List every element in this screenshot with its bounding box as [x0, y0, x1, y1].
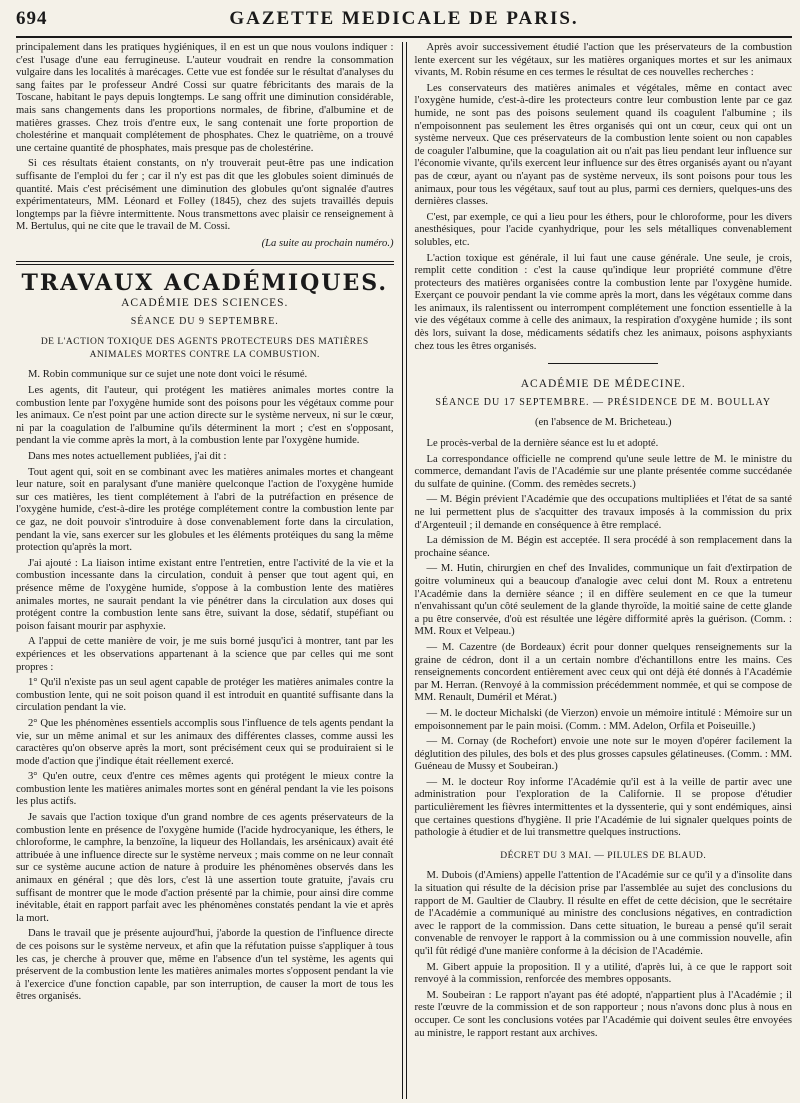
section-divider [16, 261, 394, 265]
body-paragraph: La correspondance officielle ne comprend qu'une seule lettre de M. le ministre du commerce, demandant l'avis de l'Académie sur une plante présentée comme succédanée du sulfate de quinine. (Comm. des remèdes secrets.) [414, 453, 792, 490]
suite-note: (La suite au prochain numéro.) [261, 237, 394, 249]
body-paragraph: Dans mes notes actuellement publiées, j'ai dit : [28, 451, 227, 463]
left-column [16, 42, 402, 1099]
body-paragraph: Je savais que l'action toxique d'un grand nombre de ces agents préservateurs de la combustion lente en présence de l'oxygène humide (l'acide hydrocyanique, les éthers, le chloroforme, le camphre, la benzoïne, la liqueur des Hollandais, les arsénicaux) avait été attribuée à une influence directe sur le système nerveux ; mais comme on ne leur connaît sur ce système aucune action de nature à produire les phénomènes observés dans les animaux en général ; que dès lors, c'est là une assertion toute gratuite, j'avais cru suffisant de montrer que le mode d'action présenté par la chimie, pour ainsi dire comme inévitable, était en rapport parfait avec les phénomènes constatés pendant la vie et après la mort. [16, 812, 394, 924]
body-paragraph: — M. le docteur Roy informe l'Académie qu'il est à la veille de partir avec une administration pour l'exploration de la Californie. Il se propose d'étudier particulièrement les fièvres intermittentes et la dyssenterie, qui y sont endémiques, ainsi que certaines questions d'hygiène. Il prie l'Académie de lui signaler quelques points de pathologie à étudier et de lui transmettre quelques instructions. [414, 776, 792, 839]
body-paragraph: — M. Bégin prévient l'Académie que des occupations multipliées et l'état de sa santé ne lui permettent plus de s'acquitter des travaux imposés à la commission du prix d'Argenteuil ; il demande en conséquence à être remplacé. [414, 494, 792, 531]
right-intro-paragraph: Les conservateurs des matières animales et végétales, même en contact avec l'oxygène humide, c'est-à-dire les protecteurs contre leur combustion lente par ce gaz humide, ne sont pas des poisons seulement quand ils coagulent l'albumine ; ils n'empoisonnent pas seulement les êtres organisés qui ont un cœur, ceux qui ont un système nerveux. Que ces préservateurs de la combustion lente soient ou non capables de coaguler l'albumine, que la coagulation ait ou n'ait pas lieu pendant leur influence sur l'économie vivante, qu'ils exercent leur influence sur des êtres organisés ayant ou n'ayant pas de cœur, ayant ou n'ayant pas de système nerveux, ils sont poisons pour tous les animaux, pour tous les végétaux, sauf tout au plus, parmi ces derniers, quelques-uns des dernières classes. [414, 82, 792, 208]
body-paragraph: Tout agent qui, soit en se combinant avec les matières animales mortes et changeant leur nature, soit en paralysant d'une manière quelconque l'action de l'oxygène humide sur ces matières, les tient complétement à l'abri de la putréfaction en présence de l'oxygène humide, c'est-à-dire les protége complétement contre la combustion lente par ce gaz, ne doit pouvoir s'introduire à dose convenablement forte dans la circulation, pendant la vie, sans exercer sur les globules et les éléments protéiques du sang la même protection qu'après la mort. [16, 466, 394, 554]
running-title: GAZETTE MEDICALE DE PARIS. [229, 8, 579, 29]
right-intro-paragraph: C'est, par exemple, ce qui a lieu pour les éthers, pour le chloroforme, pour les divers anesthésiques, pour l'acide cyanhydrique, pour les sels métalliques convenablement solubles, etc. [414, 211, 792, 248]
body-paragraph: 1° Qu'il n'existe pas un seul agent capable de protéger les matières animales contre la combustion lente, qui ne soit poison quand il est introduit en quantité suffisante dans la circulation pendant la vie. [16, 677, 394, 714]
body-paragraph: Dans le travail que je présente aujourd'hui, j'aborde la question de l'influence directe de ces poisons sur le système nerveux, et afin que la réfutation puisse s'appliquer à tous les cas, je cherche à prouver que, même en l'absence d'un tel système, les agents qui préservent de la combustion lente les matières animales mortes s'opposent pendant la vie à l'exercice d'une fonction capable, par son interruption, de causer la mort de tous les êtres organisés. [16, 928, 394, 1003]
seance-heading: SÉANCE DU 9 SEPTEMBRE. [130, 315, 279, 327]
absence-note: (en l'absence de M. Bricheteau.) [534, 417, 672, 429]
body-paragraph: J'ai ajouté : La liaison intime existant entre l'entretien, entre l'activité de la vie et la combustion incessante dans la circulation, conduit à penser que tout agent qui, en présence même de l'oxygène humide, s'oppose à la combustion lente des matières animales mortes, ne saurait pendant la vie pénétrer dans la circulation aux doses qui protégent contre la combustion lente sans être, suivant la dose, sédatif, stupéfiant ou poison faisant mourir par asphyxie. [16, 557, 394, 632]
left-intro-paragraph: principalement dans les pratiques hygiéniques, il en est un que nous voulons indiquer : c'est l'usage d'une eau ferrugineuse. L'auteur voudrait en rendre la consommation vulgaire dans les localités à marécages. Cette vue est fondée sur le résultat d'analyses du sang faites par le professeur André Cossi sur quatre fébricitants des marais de la Toscane, habitant le pays depuis longtemps. Le sang offrit une diminution considérable, mais sans changements dans les proportions normales, de fibrine, d'albumine et de matières grasses. Chez trois d'entre eux, le sang contenait une forte proportion de cholestérine et manquait complétement de phosphates. Chez le quatrième, on a trouvé une certaine quantité de phosphates, mais presque pas de cholestérine. [16, 42, 394, 154]
body-paragraph: — M. le docteur Michalski (de Vierzon) envoie un mémoire intitulé : Mémoire sur un empoisonnement par le pain moisi. (Comm. : MM. Adelon, Orfila et Poiseuille.) [414, 707, 792, 732]
body-paragraph: — M. Hutin, chirurgien en chef des Invalides, communique un fait d'extirpation de goitre volumineux qui a beaucoup d'analogie avec celui dont M. Roux a entretenu l'Académie dans la dernière séance ; il en diffère seulement en ce que la tumeur n'envahissant qu'un côté seulement de la glande thyroïde, la moitié saine de cette glande a pu être conservée, d'où est résultée une légère difformité après la guérison. (Comm. : MM. Roux et Velpeau.) [414, 563, 792, 638]
body-paragraph: — M. Cornay (de Rochefort) envoie une note sur le moyen d'opérer facilement la déglutition des pilules, des bols et des plus grosses capsules gélatineuses. (Comm. : MM. Guéneau de Mussy et Soubeiran.) [414, 736, 792, 773]
two-column-body [16, 42, 792, 1099]
body-paragraph: Les agents, dit l'auteur, qui protégent les matières animales mortes contre la combustion lente par l'oxygène humide sont des poisons pour les végétaux comme pour les animaux. Ce n'est point par une action directe sur le système nerveux, ni sur le cœur, ni par la coagulation de l'albumine qu'ils déterminent la mort ; c'est en s'opposant, pendant la vie comme après la mort, à la combustion lente par l'oxygène humide. [16, 385, 394, 447]
body-paragraph: 3° Qu'en outre, ceux d'entre ces mêmes agents qui protégent le mieux contre la combustion lente les matières animales mortes sont en général pendant la vie les poisons les plus actifs. [16, 771, 394, 808]
short-divider [548, 363, 658, 364]
seance-heading: SÉANCE DU 17 SEPTEMBRE. — PRÉSIDENCE DE M. BOULLAY [435, 396, 772, 408]
body-paragraph: 2° Que les phénomènes essentiels accomplis sous l'influence de tels agents pendant la vie, sur un même animal et sur les animaux des différentes classes, comme aussi les caractères qu'on observe après la mort, sont précisément ceux qui se produiraient si le mode d'action que j'indique était réellement exercé. [16, 717, 394, 767]
body-paragraph: La démission de M. Bégin est acceptée. Il sera procédé à son remplacement dans la prochaine séance. [414, 535, 792, 559]
right-intro-paragraph: Après avoir successivement étudié l'action que les préservateurs de la combustion lente exercent sur les végétaux, sur les matières organiques mortes et sur les animaux vivants, M. Robin résume en ces termes le résultat de ces nouvelles recherches : [414, 42, 792, 79]
body-paragraph: — M. Cazentre (de Bordeaux) écrit pour donner quelques renseignements sur la graine de cédron, dont il a un certain nombre d'échantillons entre les mains. Ces renseignements concordent entièrement avec ceux qui ont déjà été donnés à l'Académie par M. Herran. (Renvoyé à la commission précédemment nommée, et qui se compose de MM. Renault, Duméril et Mérat.) [414, 641, 792, 704]
decret-paragraph: M. Soubeiran : Le rapport n'ayant pas été adopté, n'appartient plus à l'Académie ; il reste l'œuvre de la commission et de son rapporteur ; nous n'avons donc plus à nous en occuper. Ce sont les conclusions votées par l'Académie qui doivent seules être envoyées au ministre, le rapport restant aux archives. [414, 989, 792, 1039]
left-intro-paragraph: Si ces résultats étaient constants, on n'y trouverait peut-être pas une indication suffisante de l'emploi du fer ; car il n'y est pas dit que les globules soient diminués de quantité. Mais c'est précisément une diminution des globules qu'ont signalée d'autres expérimentateurs, MM. Léonard et Folley (1845), chez des sujets travaillés depuis longtemps par la fièvre intermittente. Nous transmettons avec plaisir ce renseignement à M. Bertulus, qui ne cite que le travail de M. Cossi. [16, 158, 394, 233]
page-number: 694 [16, 8, 48, 29]
article-title: DE L'ACTION TOXIQUE DES AGENTS PROTECTEURS DES MATIÈRES ANIMALES MORTES CONTRE LA COMBUSTION. [40, 337, 369, 360]
body-paragraph: Le procès-verbal de la dernière séance est lu et adopté. [426, 438, 659, 450]
academy-heading: ACADÉMIE DES SCIENCES. [121, 297, 289, 310]
body-paragraph: M. Robin communique sur ce sujet une note dont voici le résumé. [28, 369, 308, 381]
decret-paragraph: M. Gibert appuie la proposition. Il y a utilité, d'après lui, à ce que le rapport soit renvoyé à la commission, renforcée des membres opposants. [414, 961, 792, 986]
right-intro-paragraph: L'action toxique est générale, il lui faut une cause générale. Une seule, je crois, remplit cette condition : c'est la cause qu'indique leur propriété commune d'être protecteurs des matières organisées contre la combustion lente par l'oxygène humide. Exerçant ce pouvoir pendant la vie comme après la mort, dans les végétaux comme dans les animaux, ils ralentissent ou interrompent complétement une fonction essentielle à la vie des végétaux comme à celle des animaux, la respiration d'oxygène humide ; ils sont dès lors, suivant la dose, médicaments sédatifs chez les animaux, poisons asphyxiants chez tous les êtres organisés. [414, 252, 792, 352]
body-paragraph: A l'appui de cette manière de voir, je me suis borné jusqu'ici à montrer, tant par les expériences et les observations appartenant à la science que par celles qui me sont propres : [16, 636, 394, 673]
right-column [407, 42, 793, 1099]
section-title: TRAVAUX ACADÉMIQUES. [21, 269, 388, 296]
decret-heading: DÉCRET DU 3 MAI. — PILULES DE BLAUD. [500, 850, 707, 861]
page-header [16, 0, 792, 38]
academy-heading: ACADÉMIE DE MÉDECINE. [520, 378, 686, 391]
decret-paragraph: M. Dubois (d'Amiens) appelle l'attention de l'Académie sur ce qu'il y a d'insolite dans la situation qui résulte de la décision prise par l'assemblée au sujet des conclusions du rapport de M. Gaultier de Claubry. Il résulte en effet de cette décision, que le secrétaire de l'Académie a communiqué au ministre des conclusions négatives, en contradiction avec le rapport de la commission. Dans cette situation, le bureau a pensé qu'il serait convenable de renvoyer le rapport à la commission ou à une commission nouvelle, afin qu'il fût rédigé d'une manière conforme à la décision de l'Académie. [414, 870, 792, 957]
